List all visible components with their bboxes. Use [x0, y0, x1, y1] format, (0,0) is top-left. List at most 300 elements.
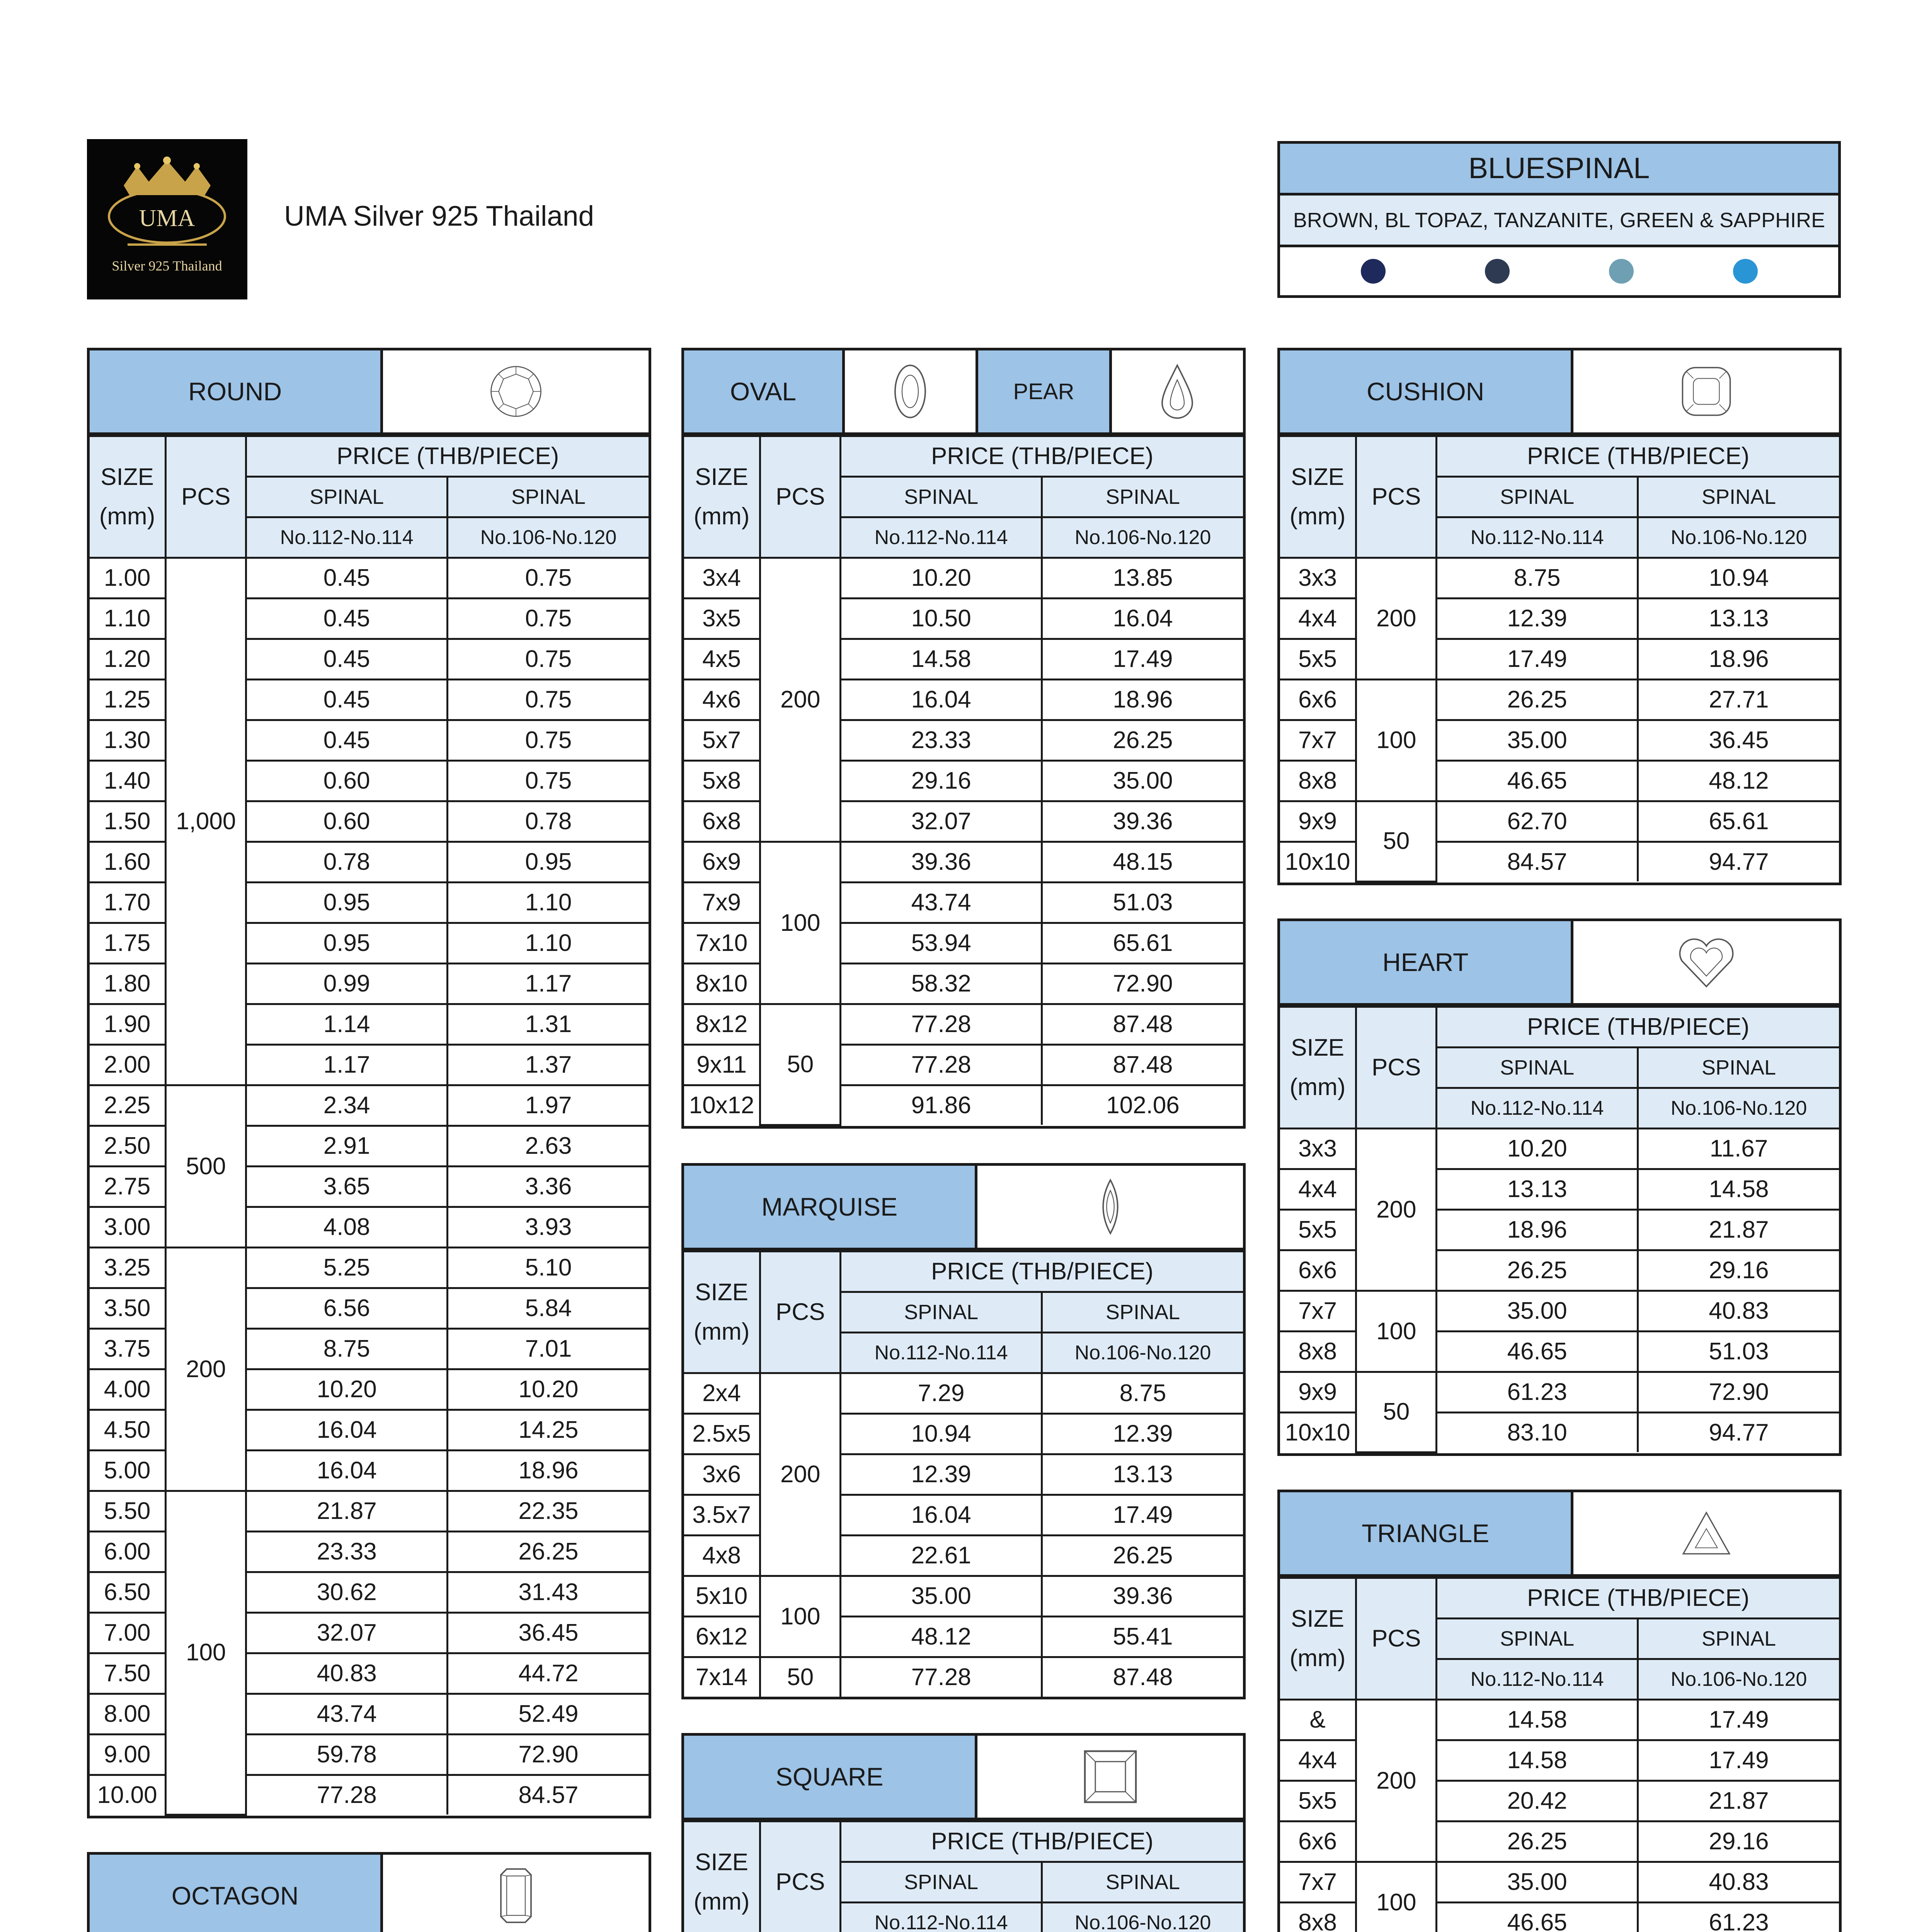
size-column-header: [1280, 436, 1356, 558]
table-row: [684, 558, 1243, 599]
price-cell: 1.17: [447, 964, 649, 1004]
size-cell: 9x11: [684, 1045, 760, 1085]
price-cell: 65.61: [1638, 801, 1839, 842]
price-header: PRICE (THB/PIECE): [1437, 1578, 1839, 1619]
size-cell: &: [1280, 1700, 1356, 1740]
size-cell: 10x12: [684, 1085, 760, 1125]
size-cell: 6x6: [1280, 1250, 1356, 1291]
price-cell: 65.61: [1042, 923, 1243, 964]
pcs-cell: 100: [166, 1491, 246, 1815]
spinal-header: SPINAL: [1437, 477, 1638, 517]
price-cell: 7.29: [841, 1373, 1042, 1414]
price-cell: 0.75: [447, 680, 649, 720]
pcs-cell: 100: [1356, 1862, 1437, 1932]
price-cell: 16.04: [246, 1451, 448, 1491]
pcs-cell: 500: [166, 1085, 246, 1248]
price-cell: 5.84: [447, 1288, 649, 1329]
spinal-header: SPINAL: [1042, 477, 1243, 517]
price-cell: 77.28: [841, 1045, 1042, 1085]
price-cell: 0.60: [246, 761, 448, 801]
size-cell: 5.00: [90, 1451, 166, 1491]
spinal-header: SPINAL: [1042, 1292, 1243, 1333]
size-column-header: [1280, 1007, 1356, 1129]
table-row: [684, 1004, 1243, 1045]
price-header: PRICE (THB/PIECE): [1437, 436, 1839, 477]
price-cell: 91.86: [841, 1085, 1042, 1125]
price-cell: 1.14: [246, 1004, 448, 1045]
size-cell: 1.30: [90, 720, 166, 761]
heart-gem-icon: [1573, 921, 1839, 1003]
size-cell: 3.25: [90, 1248, 166, 1288]
price-cell: 48.15: [1042, 842, 1243, 883]
price-cell: 5.10: [447, 1248, 649, 1288]
logo-text-bottom: Silver 925 Thailand: [112, 258, 222, 274]
price-cell: 35.00: [1437, 1862, 1638, 1903]
product-range-header: No.106-No.120: [447, 517, 649, 558]
size-cell: 2.00: [90, 1045, 166, 1085]
price-cell: 21.87: [246, 1491, 448, 1532]
price-cell: 8.75: [246, 1329, 448, 1369]
price-cell: 40.83: [246, 1653, 448, 1694]
pcs-cell: 50: [760, 1004, 841, 1125]
cushion-label: CUSHION: [1280, 350, 1573, 432]
price-cell: 2.91: [246, 1126, 448, 1167]
size-header-text: SIZE: [695, 464, 748, 490]
price-cell: 77.28: [841, 1004, 1042, 1045]
size-cell: 6.00: [90, 1532, 166, 1572]
pcs-cell: 200: [1356, 1700, 1437, 1862]
price-cell: 46.65: [1437, 1332, 1638, 1372]
price-cell: 40.83: [1638, 1862, 1839, 1903]
price-cell: 59.78: [246, 1735, 448, 1775]
pear-gem-icon: [1112, 350, 1243, 432]
size-cell: 3x5: [684, 599, 760, 639]
table-row: [1280, 680, 1839, 720]
price-cell: 94.77: [1638, 1413, 1839, 1452]
spinal-header: SPINAL: [1638, 477, 1839, 517]
price-cell: 6.56: [246, 1288, 448, 1329]
price-cell: 16.04: [841, 1495, 1042, 1536]
price-cell: 0.78: [447, 801, 649, 842]
price-cell: 0.45: [246, 639, 448, 680]
price-cell: 0.75: [447, 558, 649, 599]
price-cell: 39.36: [841, 842, 1042, 883]
price-cell: 39.36: [1042, 1576, 1243, 1617]
price-cell: 10.94: [841, 1414, 1042, 1454]
price-cell: 87.48: [1042, 1045, 1243, 1085]
size-cell: 5x5: [1280, 1781, 1356, 1821]
table-row: [684, 1657, 1243, 1697]
size-cell: 2.25: [90, 1085, 166, 1126]
price-cell: 32.07: [246, 1613, 448, 1653]
price-header: PRICE (THB/PIECE): [246, 436, 649, 477]
spinal-header: SPINAL: [841, 1292, 1042, 1333]
price-cell: 21.87: [1638, 1781, 1839, 1821]
price-cell: 77.28: [246, 1775, 448, 1815]
price-cell: 10.50: [841, 599, 1042, 639]
table-row: [1280, 801, 1839, 842]
pcs-cell: 50: [760, 1657, 841, 1697]
gem-swatch: [1609, 259, 1634, 284]
size-cell: 5x8: [684, 761, 760, 801]
size-cell: 10.00: [90, 1775, 166, 1815]
price-cell: 16.04: [1042, 599, 1243, 639]
price-cell: 84.57: [1437, 842, 1638, 882]
price-header: PRICE (THB/PIECE): [841, 1252, 1243, 1292]
price-cell: 51.03: [1638, 1332, 1839, 1372]
size-cell: 1.90: [90, 1004, 166, 1045]
pcs-column-header: PCS: [760, 1821, 841, 1932]
product-range-header: No.112-No.114: [1437, 1659, 1638, 1700]
triangle-price-table: [1277, 1490, 1842, 1932]
price-cell: 46.65: [1437, 1903, 1638, 1932]
price-cell: 18.96: [447, 1451, 649, 1491]
oval-gem-icon: [845, 350, 978, 432]
size-cell: 1.75: [90, 923, 166, 964]
price-cell: 48.12: [841, 1617, 1042, 1657]
size-cell: 9.00: [90, 1735, 166, 1775]
price-cell: 13.85: [1042, 558, 1243, 599]
price-cell: 26.25: [1042, 720, 1243, 761]
price-header: PRICE (THB/PIECE): [841, 1821, 1243, 1862]
table-row: [90, 1085, 649, 1126]
price-cell: 13.13: [1042, 1454, 1243, 1495]
size-cell: 1.50: [90, 801, 166, 842]
size-cell: 1.40: [90, 761, 166, 801]
size-header-text: SIZE: [1291, 1605, 1344, 1632]
pcs-column-header: PCS: [166, 436, 246, 558]
price-cell: 14.58: [1638, 1169, 1839, 1210]
oval-pear-price-table: [681, 348, 1246, 1129]
size-column-header: [684, 1821, 760, 1932]
pcs-column-header: PCS: [1356, 1007, 1437, 1129]
size-cell: 10x10: [1280, 842, 1356, 882]
size-column-header: [684, 436, 760, 558]
price-header: PRICE (THB/PIECE): [841, 436, 1243, 477]
price-cell: 102.06: [1042, 1085, 1243, 1125]
price-cell: 26.25: [447, 1532, 649, 1572]
price-cell: 51.03: [1042, 883, 1243, 923]
size-unit-text: (mm): [693, 503, 750, 530]
spinal-header: SPINAL: [1437, 1048, 1638, 1088]
price-cell: 10.20: [841, 558, 1042, 599]
size-cell: 7x14: [684, 1657, 760, 1697]
price-cell: 13.13: [1638, 599, 1839, 639]
size-cell: 8.00: [90, 1694, 166, 1735]
size-cell: 5x7: [684, 720, 760, 761]
pcs-column-header: PCS: [1356, 1578, 1437, 1700]
size-cell: 3x4: [684, 558, 760, 599]
price-cell: 21.87: [1638, 1210, 1839, 1250]
price-cell: 0.75: [447, 761, 649, 801]
table-row: [1280, 558, 1839, 599]
square-price-table: [681, 1733, 1246, 1932]
size-cell: 4x4: [1280, 599, 1356, 639]
size-cell: 6x6: [1280, 1821, 1356, 1862]
size-cell: 7x10: [684, 923, 760, 964]
triangle-label: TRIANGLE: [1280, 1492, 1573, 1574]
price-cell: 58.32: [841, 964, 1042, 1004]
logo-text-top: UMA: [139, 205, 195, 231]
price-cell: 72.90: [1042, 964, 1243, 1004]
size-cell: 5x5: [1280, 639, 1356, 680]
size-cell: 2.75: [90, 1167, 166, 1207]
product-range-header: No.112-No.114: [841, 1903, 1042, 1932]
square-label: SQUARE: [684, 1736, 977, 1818]
price-cell: 17.49: [1437, 639, 1638, 680]
product-range-header: No.106-No.120: [1042, 1333, 1243, 1373]
price-cell: 1.37: [447, 1045, 649, 1085]
size-header-text: SIZE: [100, 464, 154, 490]
price-cell: 0.75: [447, 599, 649, 639]
size-cell: 9x9: [1280, 801, 1356, 842]
size-cell: 7x7: [1280, 1291, 1356, 1332]
size-cell: 4x4: [1280, 1740, 1356, 1781]
price-cell: 35.00: [841, 1576, 1042, 1617]
price-cell: 87.48: [1042, 1004, 1243, 1045]
price-cell: 10.20: [447, 1369, 649, 1410]
price-cell: 27.71: [1638, 680, 1839, 720]
pcs-cell: 1,000: [166, 558, 246, 1085]
price-cell: 17.49: [1638, 1740, 1839, 1781]
price-cell: 3.65: [246, 1167, 448, 1207]
table-row: [1280, 1372, 1839, 1413]
cushion-price-table: [1277, 348, 1842, 885]
price-cell: 4.08: [246, 1207, 448, 1248]
table-row: [684, 842, 1243, 883]
gem-swatch-row: [1280, 247, 1838, 295]
price-cell: 72.90: [1638, 1372, 1839, 1413]
size-cell: 1.60: [90, 842, 166, 883]
price-cell: 72.90: [447, 1735, 649, 1775]
price-cell: 10.20: [246, 1369, 448, 1410]
price-cell: 61.23: [1437, 1372, 1638, 1413]
price-cell: 35.00: [1437, 720, 1638, 761]
pcs-cell: 100: [1356, 680, 1437, 801]
size-cell: 9x9: [1280, 1372, 1356, 1413]
pcs-column-header: PCS: [760, 436, 841, 558]
price-cell: 0.95: [246, 883, 448, 923]
size-cell: 3.75: [90, 1329, 166, 1369]
price-cell: 36.45: [447, 1613, 649, 1653]
price-cell: 0.95: [447, 842, 649, 883]
price-cell: 1.97: [447, 1085, 649, 1126]
triangle-gem-icon: [1573, 1492, 1839, 1574]
size-unit-text: (mm): [693, 1888, 750, 1915]
price-cell: 26.25: [1042, 1536, 1243, 1576]
price-cell: 0.60: [246, 801, 448, 842]
product-range-header: No.106-No.120: [1638, 1088, 1839, 1129]
size-unit-text: (mm): [693, 1318, 750, 1345]
marquise-gem-icon: [977, 1166, 1243, 1248]
price-cell: 62.70: [1437, 801, 1638, 842]
price-cell: 22.35: [447, 1491, 649, 1532]
octagon-price-table: [87, 1852, 651, 1932]
price-cell: 17.49: [1042, 1495, 1243, 1536]
price-cell: 3.93: [447, 1207, 649, 1248]
price-cell: 11.67: [1638, 1129, 1839, 1169]
size-cell: 7.50: [90, 1653, 166, 1694]
spinal-header: SPINAL: [447, 477, 649, 517]
size-cell: 8x8: [1280, 761, 1356, 801]
price-cell: 0.45: [246, 720, 448, 761]
size-cell: 1.10: [90, 599, 166, 639]
price-cell: 35.00: [1437, 1291, 1638, 1332]
pcs-cell: 100: [1356, 1291, 1437, 1372]
size-cell: 1.00: [90, 558, 166, 599]
size-cell: 2x4: [684, 1373, 760, 1414]
price-cell: 26.25: [1437, 1250, 1638, 1291]
gem-legend-colors: BROWN, BL TOPAZ, TANZANITE, GREEN & SAPPHIRE: [1280, 196, 1838, 247]
product-range-header: No.106-No.120: [1638, 1659, 1839, 1700]
product-range-header: No.106-No.120: [1638, 517, 1839, 558]
price-cell: 22.61: [841, 1536, 1042, 1576]
size-cell: 4x5: [684, 639, 760, 680]
price-cell: 17.49: [1638, 1700, 1839, 1740]
price-cell: 0.75: [447, 720, 649, 761]
pcs-cell: 200: [760, 1373, 841, 1576]
size-cell: 8x8: [1280, 1903, 1356, 1932]
price-cell: 1.31: [447, 1004, 649, 1045]
crown-icon: [87, 139, 247, 299]
price-cell: 14.58: [841, 639, 1042, 680]
price-cell: 0.95: [246, 923, 448, 964]
price-cell: 53.94: [841, 923, 1042, 964]
size-cell: 3x3: [1280, 1129, 1356, 1169]
price-cell: 2.63: [447, 1126, 649, 1167]
price-cell: 12.39: [1437, 599, 1638, 639]
price-cell: 23.33: [841, 720, 1042, 761]
pcs-cell: 50: [1356, 1372, 1437, 1452]
gem-swatch: [1361, 259, 1386, 284]
size-cell: 3.5x7: [684, 1495, 760, 1536]
price-cell: 0.75: [447, 639, 649, 680]
price-cell: 29.16: [1638, 1821, 1839, 1862]
gem-swatch: [1485, 259, 1510, 284]
pcs-column-header: PCS: [1356, 436, 1437, 558]
size-unit-text: (mm): [1289, 503, 1346, 530]
size-cell: 8x12: [684, 1004, 760, 1045]
price-cell: 10.94: [1638, 558, 1839, 599]
spinal-header: SPINAL: [246, 477, 448, 517]
pcs-cell: 200: [166, 1248, 246, 1491]
table-row: [90, 1248, 649, 1288]
price-cell: 1.10: [447, 923, 649, 964]
size-cell: 10x10: [1280, 1413, 1356, 1452]
size-cell: 5x10: [684, 1576, 760, 1617]
price-cell: 30.62: [246, 1572, 448, 1613]
product-range-header: No.106-No.120: [1042, 1903, 1243, 1932]
size-cell: 7x7: [1280, 1862, 1356, 1903]
table-row: [1280, 1291, 1839, 1332]
heart-label: HEART: [1280, 921, 1573, 1003]
price-cell: 20.42: [1437, 1781, 1638, 1821]
price-cell: 1.10: [447, 883, 649, 923]
price-cell: 46.65: [1437, 761, 1638, 801]
price-cell: 26.25: [1437, 680, 1638, 720]
size-cell: 3.50: [90, 1288, 166, 1329]
size-cell: 7.00: [90, 1613, 166, 1653]
price-cell: 29.16: [1638, 1250, 1839, 1291]
price-cell: 18.96: [1437, 1210, 1638, 1250]
product-range-header: No.112-No.114: [1437, 1088, 1638, 1129]
size-cell: 6x8: [684, 801, 760, 842]
table-row: [1280, 1129, 1839, 1169]
round-label: ROUND: [90, 350, 383, 432]
price-cell: 7.01: [447, 1329, 649, 1369]
price-cell: 43.74: [841, 883, 1042, 923]
price-cell: 43.74: [246, 1694, 448, 1735]
size-cell: 4.50: [90, 1410, 166, 1451]
size-unit-text: (mm): [1289, 1074, 1346, 1100]
cushion-gem-icon: [1573, 350, 1839, 432]
table-row: [1280, 1862, 1839, 1903]
size-column-header: [684, 1252, 760, 1373]
price-cell: 16.04: [841, 680, 1042, 720]
price-cell: 48.12: [1638, 761, 1839, 801]
size-cell: 4x6: [684, 680, 760, 720]
size-cell: 6.50: [90, 1572, 166, 1613]
size-cell: 3x6: [684, 1454, 760, 1495]
price-cell: 14.58: [1437, 1740, 1638, 1781]
size-cell: 8x10: [684, 964, 760, 1004]
size-cell: 5.50: [90, 1491, 166, 1532]
price-cell: 44.72: [447, 1653, 649, 1694]
size-cell: 2.5x5: [684, 1414, 760, 1454]
price-cell: 94.77: [1638, 842, 1839, 882]
product-range-header: No.112-No.114: [841, 517, 1042, 558]
size-header-text: SIZE: [695, 1279, 748, 1306]
price-cell: 87.48: [1042, 1657, 1243, 1697]
price-cell: 0.45: [246, 680, 448, 720]
price-cell: 1.17: [246, 1045, 448, 1085]
heart-price-table: [1277, 918, 1842, 1456]
size-cell: 1.70: [90, 883, 166, 923]
price-cell: 55.41: [1042, 1617, 1243, 1657]
gem-legend-title: BLUESPINAL: [1280, 144, 1838, 196]
price-cell: 31.43: [447, 1572, 649, 1613]
pcs-cell: 200: [1356, 558, 1437, 680]
price-cell: 40.83: [1638, 1291, 1839, 1332]
price-cell: 14.25: [447, 1410, 649, 1451]
spinal-header: SPINAL: [1638, 1619, 1839, 1659]
size-cell: 7x9: [684, 883, 760, 923]
price-cell: 0.45: [246, 599, 448, 639]
square-gem-icon: [977, 1736, 1243, 1818]
price-cell: 12.39: [841, 1454, 1042, 1495]
table-row: [1280, 1700, 1839, 1740]
spinal-header: SPINAL: [841, 1862, 1042, 1903]
price-cell: 35.00: [1042, 761, 1243, 801]
table-row: [684, 1576, 1243, 1617]
size-cell: 6x6: [1280, 680, 1356, 720]
size-cell: 8x8: [1280, 1332, 1356, 1372]
octagon-gem-icon: [383, 1855, 649, 1932]
price-header: PRICE (THB/PIECE): [1437, 1007, 1839, 1048]
price-cell: 2.34: [246, 1085, 448, 1126]
pcs-cell: 200: [1356, 1129, 1437, 1291]
size-header-text: SIZE: [1291, 1034, 1344, 1061]
price-cell: 61.23: [1638, 1903, 1839, 1932]
price-cell: 0.99: [246, 964, 448, 1004]
spinal-header: SPINAL: [1437, 1619, 1638, 1659]
size-header-text: SIZE: [695, 1849, 748, 1876]
size-cell: 1.80: [90, 964, 166, 1004]
price-cell: 8.75: [1437, 558, 1638, 599]
price-cell: 17.49: [1042, 639, 1243, 680]
size-unit-text: (mm): [1289, 1645, 1346, 1672]
price-cell: 8.75: [1042, 1373, 1243, 1414]
